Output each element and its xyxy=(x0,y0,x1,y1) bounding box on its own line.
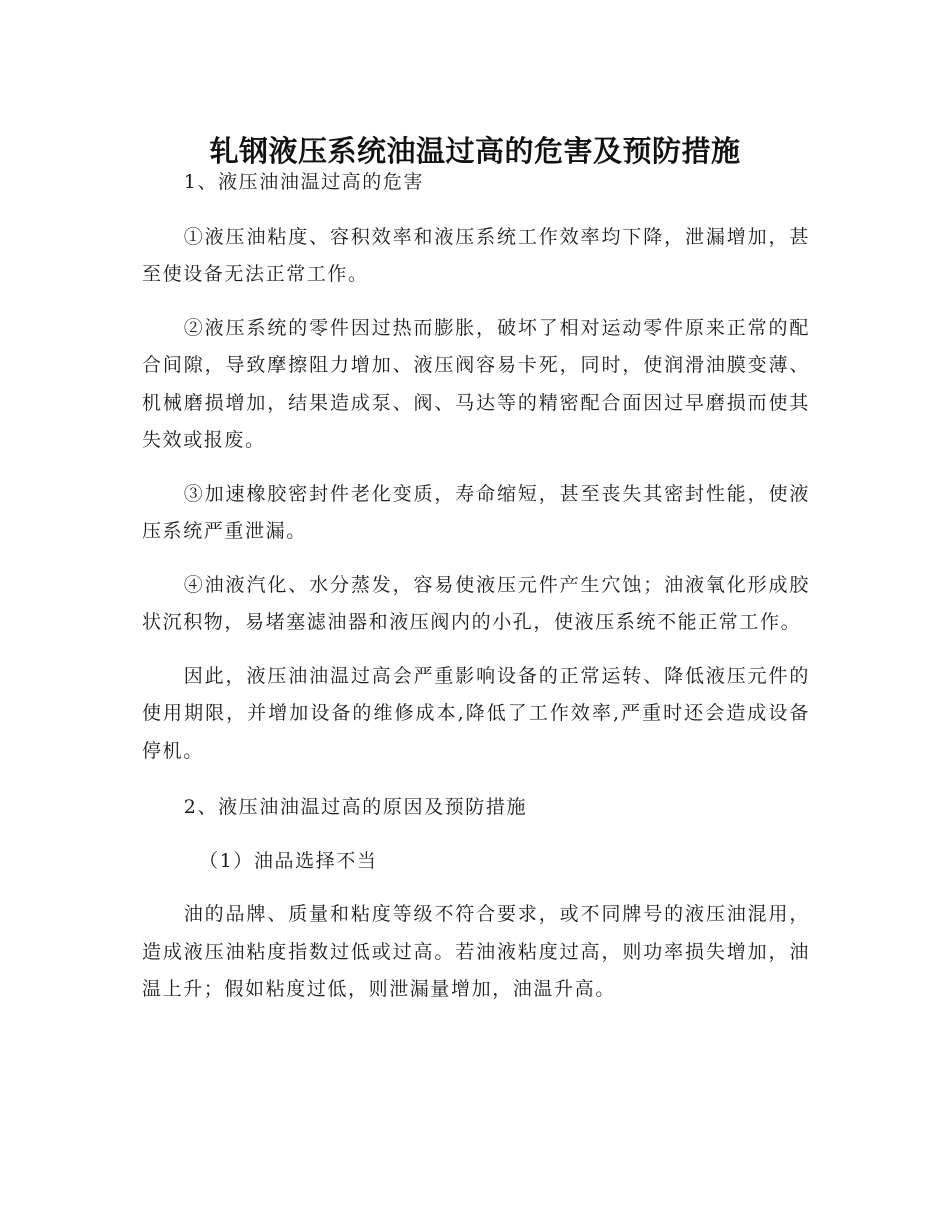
document-body xyxy=(142,164,810,1009)
section-2-subheading: （1）油品选择不当 xyxy=(199,849,378,872)
oil-selection-paragraph: 油的品牌、质量和粘度等级不符合要求，或不同牌号的液压油混用，造成液压油粘度指数过低或过高。若油液粘度过高，则功率损失增加，油温上升；假如粘度过低，则泄漏量增加，油温升高。 xyxy=(142,903,810,1000)
hazard-paragraph-3: ③加速橡胶密封件老化变质，寿命缩短，甚至丧失其密封性能，使液压系统严重泄漏。 xyxy=(142,482,810,542)
conclusion-paragraph: 因此，液压油油温过高会严重影响设备的正常运转、降低液压元件的使用期限，并增加设备的维修成本,降低了工作效率,严重时还会造成设备停机。 xyxy=(142,664,810,762)
section-2-heading: 2、液压油油温过高的原因及预防措施 xyxy=(183,796,528,818)
hazard-paragraph-1: ①液压油粘度、容积效率和液压系统工作效率均下降，泄漏增加，甚至使设备无法正常工作。 xyxy=(142,225,810,285)
hazard-paragraph-4: ④油液汽化、水分蒸发，容易使液压元件产生穴蚀；油液氧化形成胶状沉积物，易堵塞滤油器和液压阀内的小孔，使液压系统不能正常工作。 xyxy=(142,573,810,633)
document-title: 轧钢液压系统油温过高的危害及预防措施 xyxy=(209,134,741,169)
hazard-paragraph-2: ②液压系统的零件因过热而膨胀，破坏了相对运动零件原来正常的配合间隙，导致摩擦阻力增加、液压阀容易卡死，同时，使润滑油膜变薄、机械磨损增加，结果造成泵、阀、马达等的精密配合面因过早磨损而使其失效或报废。 xyxy=(142,316,810,451)
section-1-heading: 1、液压油油温过高的危害 xyxy=(183,171,425,193)
